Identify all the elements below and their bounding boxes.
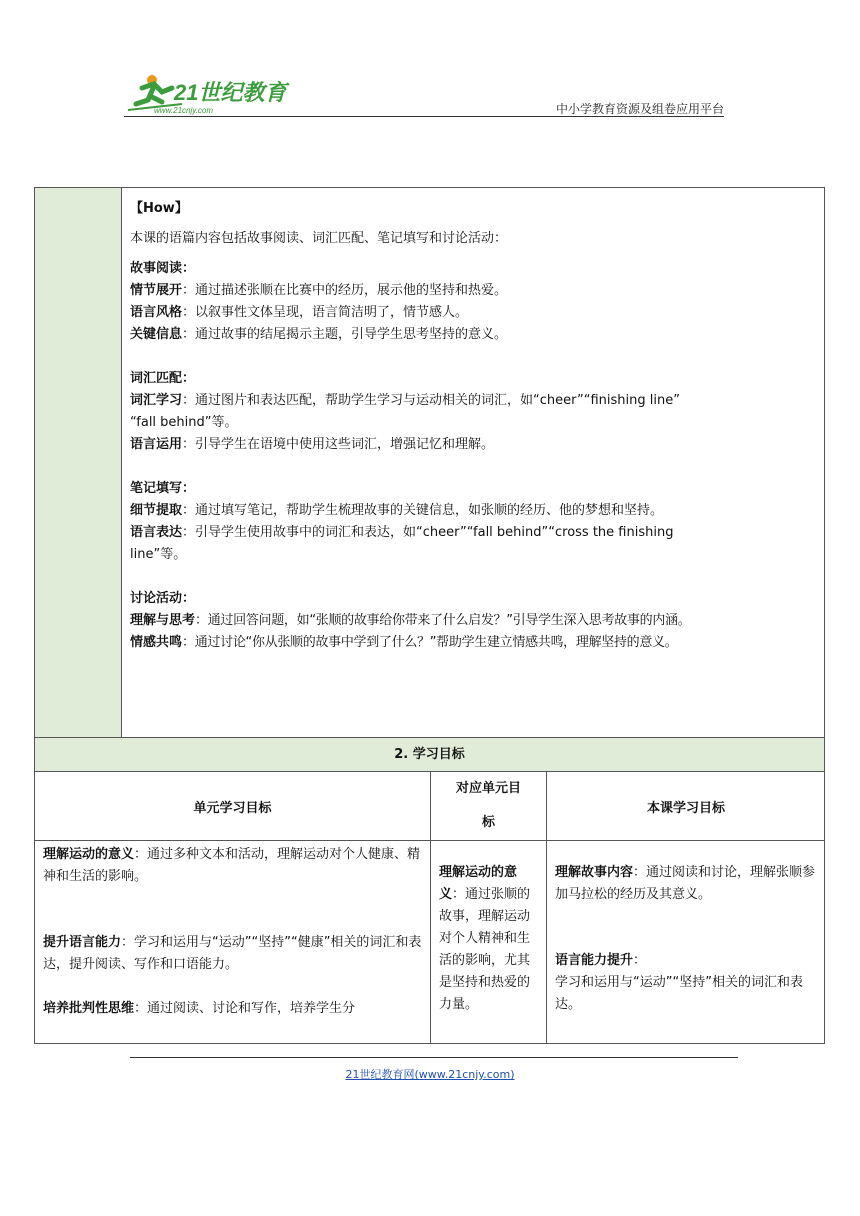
detail-extract-item: 细节提取：通过填写笔记，帮助学生梳理故事的关键信息，如张顺的经历、他的梦想和坚持。 (130, 503, 664, 518)
style-item: 语言风格：以叙事性文体呈现，语言简洁明了，情节感人。 (130, 305, 469, 320)
vocab-match-title: 词汇匹配： (130, 371, 196, 386)
header-corresponding-goals: 对应单元目 标 (455, 781, 521, 830)
notes-title: 笔记填写： (130, 481, 196, 496)
plot-item: 情节展开：通过描述张顺在比赛中的经历，展示他的坚持和热爱。 (130, 283, 508, 298)
header-unit-goals: 单元学习目标 (193, 800, 272, 816)
empathy-item: 情感共鸣：通过讨论“你从张顺的故事中学到了什么？”帮助学生建立情感共鸣，理解坚持的意义。 (130, 635, 678, 650)
how-section (34, 187, 825, 738)
footer-link[interactable]: 21世纪教育网(www.21cnjy.com) (345, 1068, 515, 1081)
vocab-learning-item-cont: “fall behind”等。 (130, 415, 238, 430)
logo (124, 70, 294, 116)
lesson-goals-cell (555, 862, 819, 1016)
objectives-table (34, 771, 825, 1044)
how-title: 【How】 (130, 201, 188, 216)
language-use-item: 语言运用：引导学生在语境中使用这些词汇，增强记忆和理解。 (130, 437, 495, 452)
corresponding-goal-text: 理解运动的意义：通过张顺的故事，理解运动对个人精神和生活的影响，尤其是坚持和热爱的力量。 (439, 865, 531, 1012)
vocab-learning-item: 词汇学习：通过图片和表达匹配，帮助学生学习与运动相关的词汇，如“cheer”“finishing line” (130, 393, 680, 408)
goal-meaning: 理解运动的意义：通过多种文本和活动，理解运动对个人健康、精神和生活的影响。 (43, 847, 421, 884)
how-label-cell (35, 188, 122, 737)
language-expression-item-cont: line”等。 (130, 547, 187, 562)
platform-name: 中小学教育资源及组卷应用平台 (555, 102, 724, 116)
unit-goals-cell (43, 844, 423, 1020)
understanding-item: 理解与思考：通过回答问题，如“张顺的故事给你带来了什么启发？”引导学生深入思考故事的内涵。 (130, 613, 691, 628)
footer (0, 1066, 860, 1082)
header-lesson-goals: 本课学习目标 (646, 800, 725, 816)
runner-logo-icon (124, 70, 294, 116)
how-intro: 本课的语篇内容包括故事阅读、词汇匹配、笔记填写和讨论活动： (130, 231, 508, 246)
lesson-goal-language: 语言能力提升： (555, 953, 647, 968)
section-title: 2. 学习目标 (34, 737, 825, 772)
goal-critical: 培养批判性思维：通过阅读、讨论和写作，培养学生分 (43, 1001, 356, 1016)
footer-divider (130, 1057, 738, 1058)
goal-language: 提升语言能力：学习和运用与“运动”“坚持”“健康”相关的词汇和表达，提升阅读、写作和口语能力。 (43, 935, 422, 972)
how-content (130, 198, 820, 654)
header-divider (124, 116, 724, 117)
story-reading-title: 故事阅读： (130, 261, 196, 276)
language-expression-item: 语言表达：引导学生使用故事中的词汇和表达，如“cheer”“fall behind”“cross the finishing (130, 525, 674, 540)
corresponding-goal-cell (439, 862, 541, 1016)
svg-text:21世纪教育: 21世纪教育 (174, 80, 287, 105)
key-info-item: 关键信息：通过故事的结尾揭示主题，引导学生思考坚持的意义。 (130, 327, 508, 342)
discussion-title: 讨论活动： (130, 591, 196, 606)
lesson-goal-language-text: 学习和运用与“运动”“坚持”相关的词汇和表达。 (555, 975, 803, 1012)
lesson-goal-content: 理解故事内容：通过阅读和讨论，理解张顺参加马拉松的经历及其意义。 (555, 865, 816, 902)
svg-text:www.21cnjy.com: www.21cnjy.com (154, 106, 213, 115)
